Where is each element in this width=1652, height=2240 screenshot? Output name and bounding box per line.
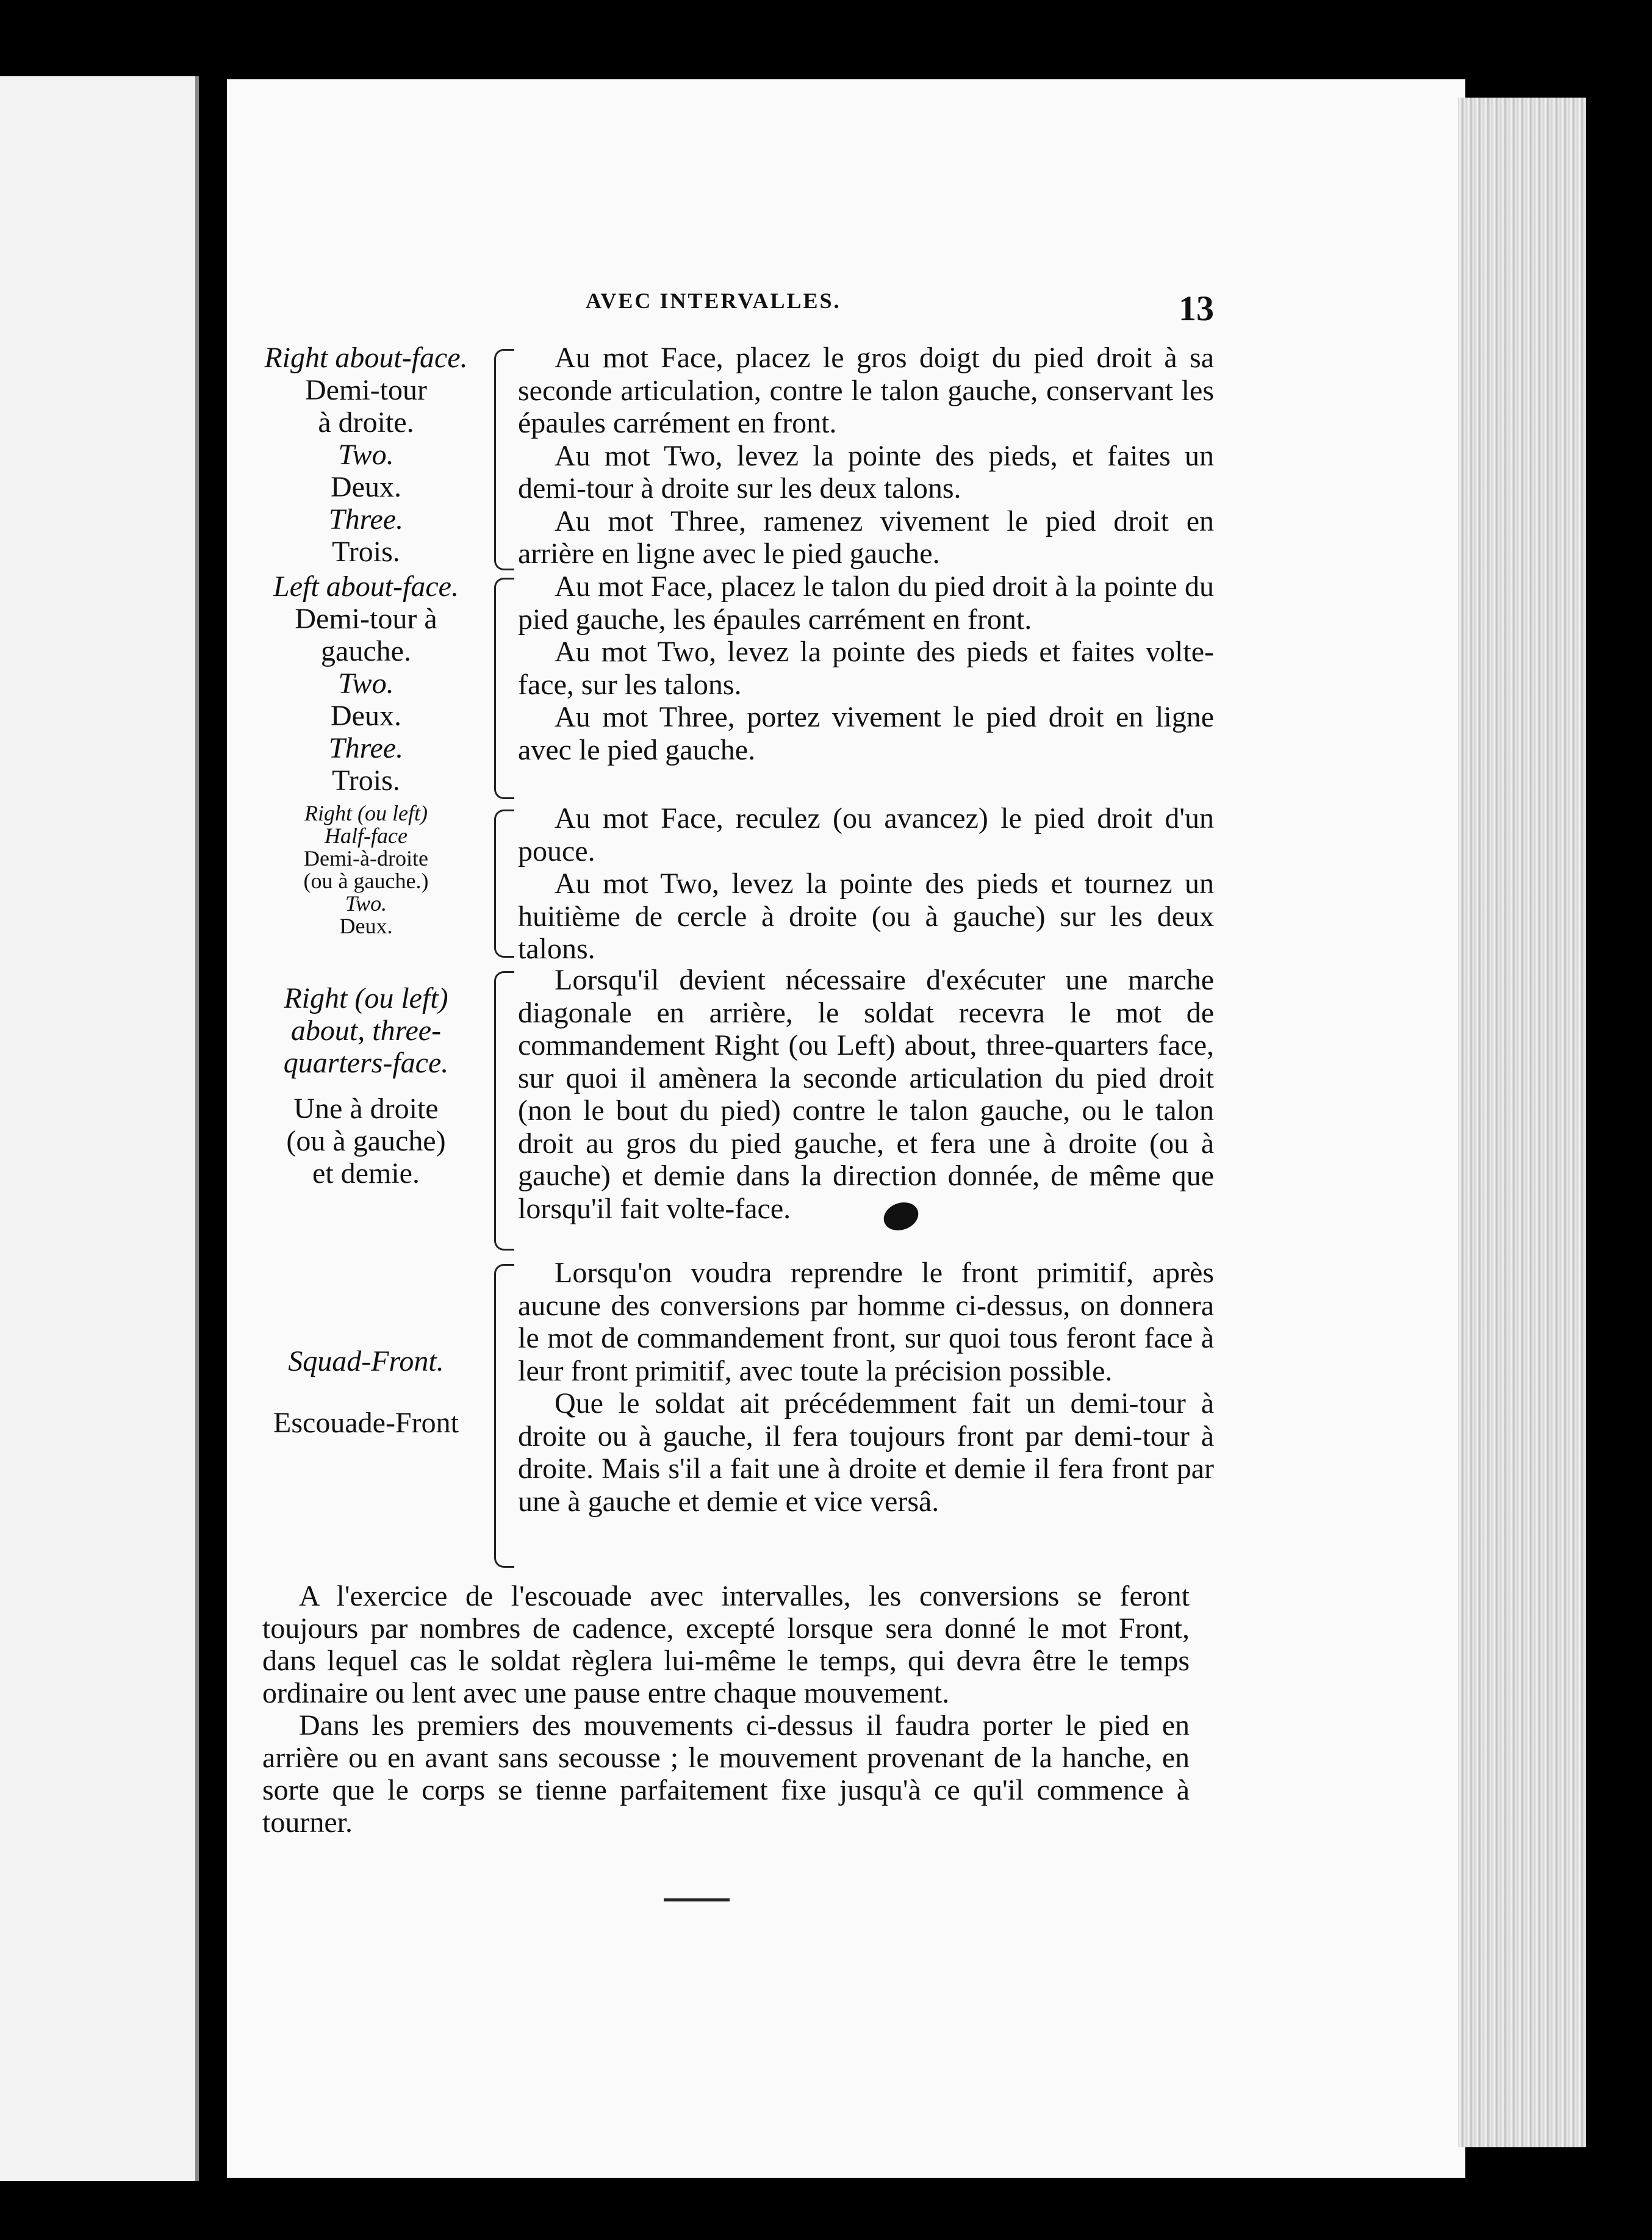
margin-line: about, three- [290,1014,442,1047]
brace [494,971,514,1251]
paragraph: Au mot Two, levez la pointe des pieds et tournez un huitième de cercle à droite (ou à gauche) sur les deux talons. [518,867,1214,965]
section-text [518,342,1214,576]
paragraph: Au mot Three, ramenez vivement le pied droit en arrière en ligne avec le pied gauche. [518,504,1214,570]
closing-rule [664,1898,730,1901]
page-block-edge [1458,98,1586,2147]
margin-note [244,1257,492,1574]
margin-line: Half-face [325,824,408,848]
paragraph: A l'exercice de l'escouade avec intervalles, les conversions se feront toujours par nombres de cadence, excepté lorsque sera donné le mot Front, dans lequel cas le soldat règlera lui-même le temps, qui devra être le temps ordinaire ou lent avec une pause entre chaque mouvement. [262,1580,1190,1709]
margin-line: Squad-Front. [288,1345,444,1377]
margin-line: à droite. [318,406,414,439]
facing-page-edge [0,76,199,2181]
brace [494,349,514,570]
brace [494,1264,514,1568]
margin-line: Two. [345,891,387,916]
margin-line: Trois. [332,764,400,797]
page-number: 13 [1179,289,1214,328]
paragraph: Au mot Two, levez la pointe des pieds, et faites un demi-tour à droite sur les deux talons. [518,439,1214,504]
section-text [518,1257,1214,1574]
margin-line: Three. [328,503,404,536]
margin-note [244,570,492,805]
paragraph: Au mot Three, portez vivement le pied droit en ligne avec le pied gauche. [518,701,1214,766]
margin-line: gauche. [321,635,411,667]
paragraph: Dans les premiers des mouvements ci-dessus il faudra porter le pied en arrière ou en avant sans secousse ; le mouvement provenant de la hanche, en sorte que le corps se tienne parfaitement fixe jusqu'à ce qu'il commence à tourner. [262,1709,1190,1839]
paragraph: Au mot Two, levez la pointe des pieds et faites volte-face, sur les talons. [518,636,1214,701]
paragraph: Au mot Face, reculez (ou avancez) le pied droit d'un pouce. [518,802,1214,867]
section-left-about-face [244,570,1214,805]
margin-line: Right (ou left) [304,801,428,825]
paragraph: Au mot Face, placez le gros doigt du pied droit à sa seconde articulation, contre le talon gauche, conservant les épaules carrément en front. [518,342,1214,439]
brace [494,578,514,799]
section-text [518,802,1214,964]
section-half-face [244,802,1214,964]
margin-line: et demie. [312,1157,420,1190]
section-squad-front [244,1257,1214,1574]
brace [494,809,514,958]
margin-line: Three. [328,732,404,764]
section-right-about-face [244,342,1214,576]
margin-line: Demi-tour à [295,603,437,635]
section-text [518,964,1214,1257]
margin-note [244,342,492,576]
margin-line: Two. [338,667,394,700]
running-head: AVEC INTERVALLES. [586,289,841,313]
paragraph: Que le soldat ait précédemment fait un demi-tour à droite ou à gauche, il fera toujours front par demi-tour à droite. Mais s'il a fait une à droite et demie il fera front par une à gauche et demie et vice versâ. [518,1387,1214,1518]
margin-line: Demi-à-droite [304,846,428,871]
margin-line: quarters-face. [283,1047,449,1079]
margin-line: Deux. [331,471,401,503]
margin-line: Trois. [332,536,400,568]
margin-line: Demi-tour [305,374,427,406]
section-three-quarters-face [244,964,1214,1257]
paragraph: Au mot Face, placez le talon du pied droit à la pointe du pied gauche, les épaules carrément en front. [518,570,1214,636]
body-text [262,1580,1190,1839]
margin-line: Two. [338,439,394,471]
margin-line: (ou à gauche.) [303,869,429,893]
paragraph: Lorsqu'on voudra reprendre le front primitif, après aucune des conversions par homme ci-dessus, on donnera le mot de commandement front, sur quoi tous feront face à leur front primitif, avec toute la précision possible. [518,1257,1214,1387]
margin-note [244,802,492,964]
section-text [518,570,1214,805]
margin-line: Right (ou left) [284,982,448,1014]
margin-line: Deux. [339,914,393,938]
margin-line: Left about-face. [273,570,459,603]
paragraph: Lorsqu'il devient nécessaire d'exécuter une marche diagonale en arrière, le soldat recevra le mot de commandement Right (ou Left) about, three-quarters face, sur quoi il amènera la seconde articulation du pied droit (non le bout du pied) contre le talon gauche, ou le talon droit au gros du pied gauche, et fera une à droite (ou à gauche) et demie dans la direction donnée, de même que lorsqu'il fait volte-face. [518,964,1214,1225]
margin-line: Right about-face. [264,342,468,374]
margin-line: Une à droite [293,1093,439,1125]
margin-line: Escouade-Front [273,1407,459,1439]
margin-line: (ou à gauche) [286,1125,446,1157]
margin-note [244,964,492,1257]
margin-line: Deux. [331,700,401,732]
